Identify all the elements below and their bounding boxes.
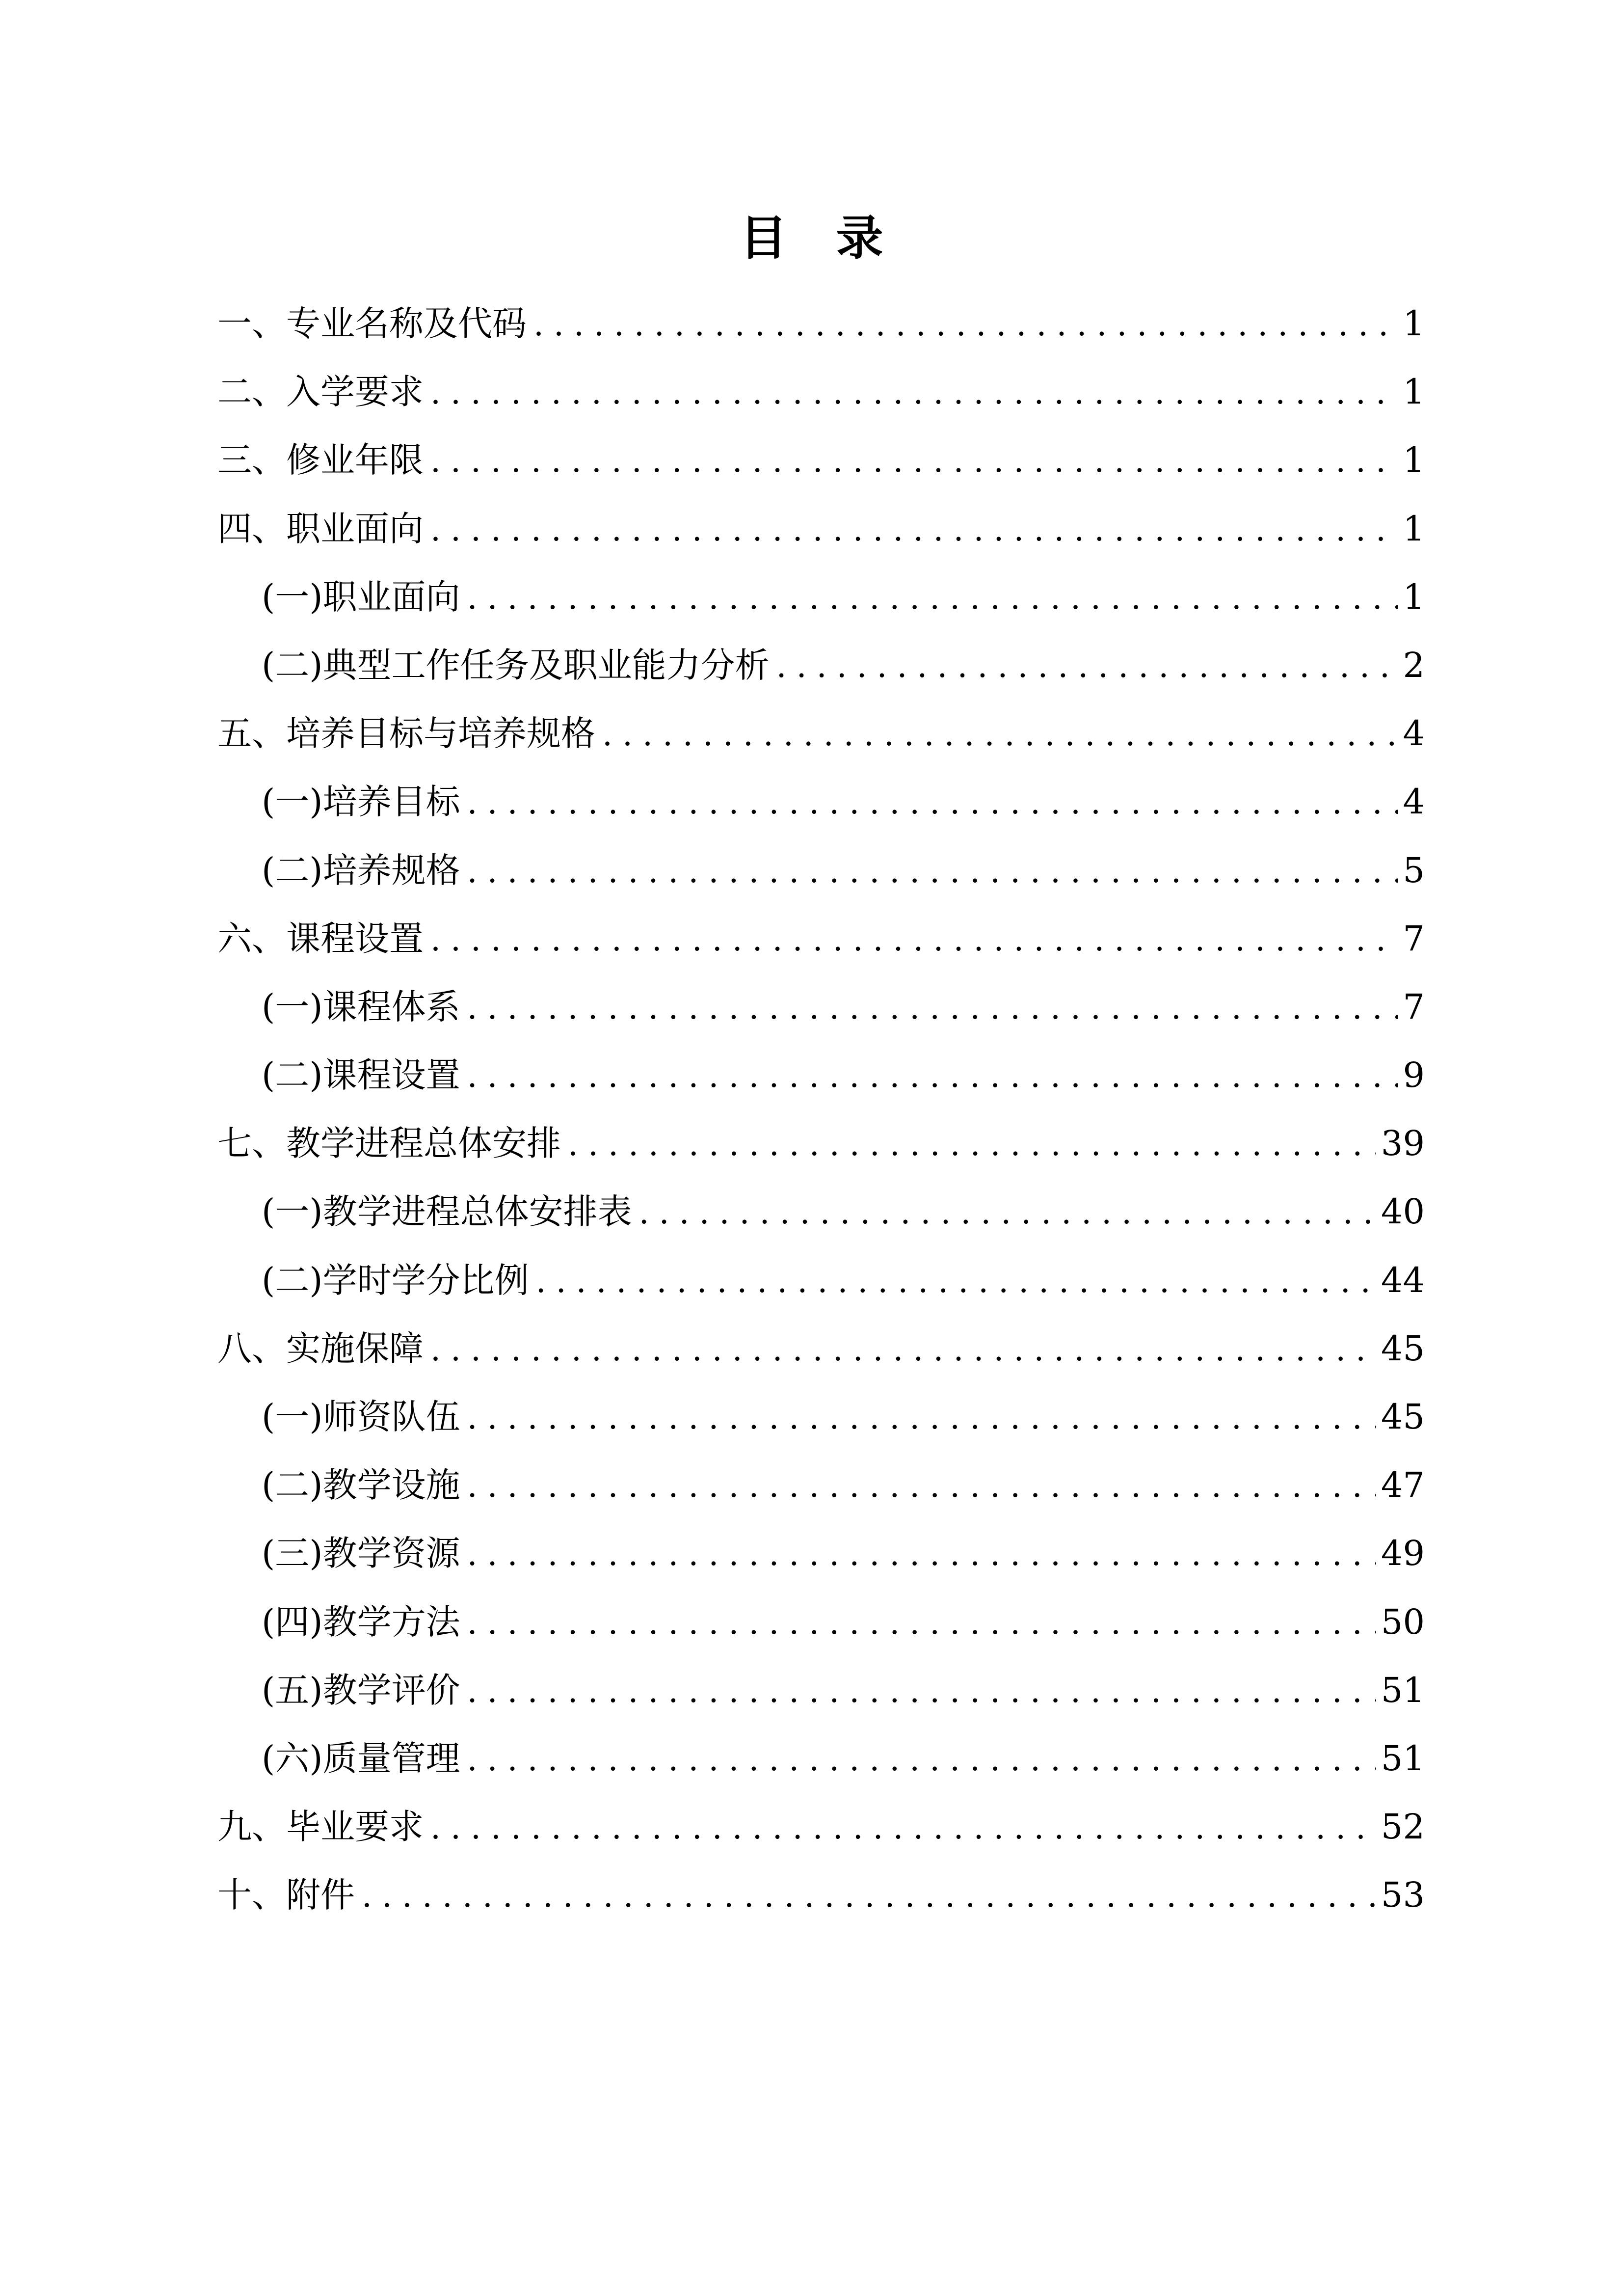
toc-entry-page-number: 51 — [1381, 1670, 1425, 1710]
toc-entry[interactable] — [217, 495, 1425, 563]
toc-entry-label: (一)师资队伍 — [262, 1397, 460, 1437]
toc-entry-label: (一)职业面向 — [262, 576, 460, 617]
toc-entry-page-number: 50 — [1381, 1601, 1425, 1642]
toc-entry-page-number: 49 — [1381, 1533, 1425, 1574]
toc-entry[interactable] — [217, 1725, 1425, 1793]
toc-entry-page-number: 45 — [1381, 1328, 1425, 1369]
toc-entry-page-number: 1 — [1403, 576, 1425, 617]
table-of-contents — [217, 290, 1425, 1930]
toc-entry[interactable] — [217, 1793, 1425, 1861]
toc-entry-page-number: 1 — [1403, 372, 1425, 412]
toc-entry-label: 三、修业年限 — [217, 440, 424, 481]
dot-leader — [430, 905, 1398, 973]
toc-entry[interactable] — [217, 1109, 1425, 1178]
dot-leader — [430, 427, 1398, 495]
toc-entry-label: (一)培养目标 — [262, 782, 460, 822]
toc-entry-label: (六)质量管理 — [262, 1738, 460, 1779]
toc-entry[interactable] — [217, 1451, 1425, 1519]
toc-entry-label: (二)教学设施 — [262, 1465, 460, 1506]
toc-entry-page-number: 9 — [1403, 1055, 1425, 1096]
toc-entry-page-number: 5 — [1403, 850, 1425, 891]
dot-leader — [430, 1315, 1376, 1383]
dot-leader — [467, 1725, 1376, 1793]
toc-entry-label: (三)教学资源 — [262, 1533, 460, 1574]
toc-entry-label: 十、附件 — [217, 1875, 355, 1916]
toc-entry-page-number: 44 — [1381, 1260, 1425, 1300]
toc-entry[interactable] — [217, 973, 1425, 1041]
toc-entry-label: 一、专业名称及代码 — [217, 303, 527, 344]
dot-leader — [639, 1178, 1376, 1246]
toc-entry-label: (一)教学进程总体安排表 — [262, 1191, 632, 1232]
toc-entry-page-number: 7 — [1403, 986, 1425, 1027]
toc-entry[interactable] — [217, 426, 1425, 494]
toc-entry-label: 二、入学要求 — [217, 372, 424, 412]
dot-leader — [467, 1383, 1376, 1452]
toc-entry[interactable] — [217, 358, 1425, 426]
toc-entry-label: (四)教学方法 — [262, 1601, 460, 1642]
toc-entry[interactable] — [217, 1315, 1425, 1383]
dot-leader — [602, 700, 1398, 768]
dot-leader — [430, 495, 1398, 564]
toc-entry[interactable] — [217, 1383, 1425, 1451]
dot-leader — [467, 564, 1398, 632]
toc-entry-page-number: 47 — [1381, 1465, 1425, 1506]
toc-entry[interactable] — [217, 1519, 1425, 1588]
toc-entry-label: (二)学时学分比例 — [262, 1260, 529, 1300]
dot-leader — [467, 1657, 1376, 1725]
dot-leader — [467, 1589, 1376, 1657]
dot-leader — [776, 632, 1398, 700]
dot-leader — [568, 1110, 1376, 1178]
toc-entry-label: 五、培养目标与培养规格 — [217, 713, 595, 754]
toc-entry[interactable] — [217, 1588, 1425, 1656]
toc-entry[interactable] — [217, 1041, 1425, 1109]
toc-entry[interactable] — [217, 631, 1425, 700]
toc-entry[interactable] — [217, 563, 1425, 631]
dot-leader — [467, 1452, 1376, 1520]
dot-leader — [533, 290, 1398, 358]
toc-entry[interactable] — [217, 1861, 1425, 1929]
toc-entry-label: 七、教学进程总体安排 — [217, 1123, 561, 1164]
toc-entry-page-number: 53 — [1381, 1875, 1425, 1916]
toc-entry-page-number: 52 — [1381, 1807, 1425, 1847]
toc-title-char-1: 目 — [740, 211, 787, 266]
toc-entry[interactable] — [217, 1246, 1425, 1315]
toc-title — [0, 206, 1623, 270]
toc-entry[interactable] — [217, 700, 1425, 768]
toc-entry-page-number: 4 — [1403, 782, 1425, 822]
toc-entry[interactable] — [217, 905, 1425, 973]
dot-leader — [430, 1793, 1376, 1862]
toc-entry-label: (二)培养规格 — [262, 850, 460, 891]
toc-entry-page-number: 1 — [1403, 440, 1425, 481]
dot-leader — [467, 973, 1398, 1042]
dot-leader — [467, 768, 1398, 837]
dot-leader — [467, 837, 1398, 905]
toc-entry-page-number: 1 — [1403, 508, 1425, 549]
toc-entry[interactable] — [217, 768, 1425, 836]
toc-entry-label: 八、实施保障 — [217, 1328, 424, 1369]
toc-entry-label: (二)典型工作任务及职业能力分析 — [262, 645, 770, 685]
toc-entry[interactable] — [217, 1656, 1425, 1725]
toc-entry-page-number: 1 — [1403, 303, 1425, 344]
toc-entry-page-number: 51 — [1381, 1738, 1425, 1779]
toc-entry[interactable] — [217, 837, 1425, 905]
toc-entry-label: 六、课程设置 — [217, 918, 424, 959]
dot-leader — [362, 1862, 1376, 1930]
toc-entry-label: (二)课程设置 — [262, 1055, 460, 1096]
toc-entry-label: 四、职业面向 — [217, 508, 424, 549]
toc-entry[interactable] — [217, 1178, 1425, 1246]
toc-entry-page-number: 40 — [1381, 1191, 1425, 1232]
toc-entry-page-number: 39 — [1381, 1123, 1425, 1164]
dot-leader — [467, 1042, 1398, 1110]
dot-leader — [467, 1520, 1376, 1588]
dot-leader — [536, 1247, 1376, 1315]
toc-entry-page-number: 7 — [1403, 918, 1425, 959]
toc-entry-label: (五)教学评价 — [262, 1670, 460, 1710]
dot-leader — [430, 358, 1398, 427]
toc-entry-label: 九、毕业要求 — [217, 1807, 424, 1847]
toc-entry-page-number: 4 — [1403, 713, 1425, 754]
toc-title-char-2: 录 — [836, 211, 883, 266]
toc-entry-page-number: 45 — [1381, 1397, 1425, 1437]
toc-entry-page-number: 2 — [1403, 645, 1425, 685]
toc-entry[interactable] — [217, 290, 1425, 358]
toc-entry-label: (一)课程体系 — [262, 986, 460, 1027]
